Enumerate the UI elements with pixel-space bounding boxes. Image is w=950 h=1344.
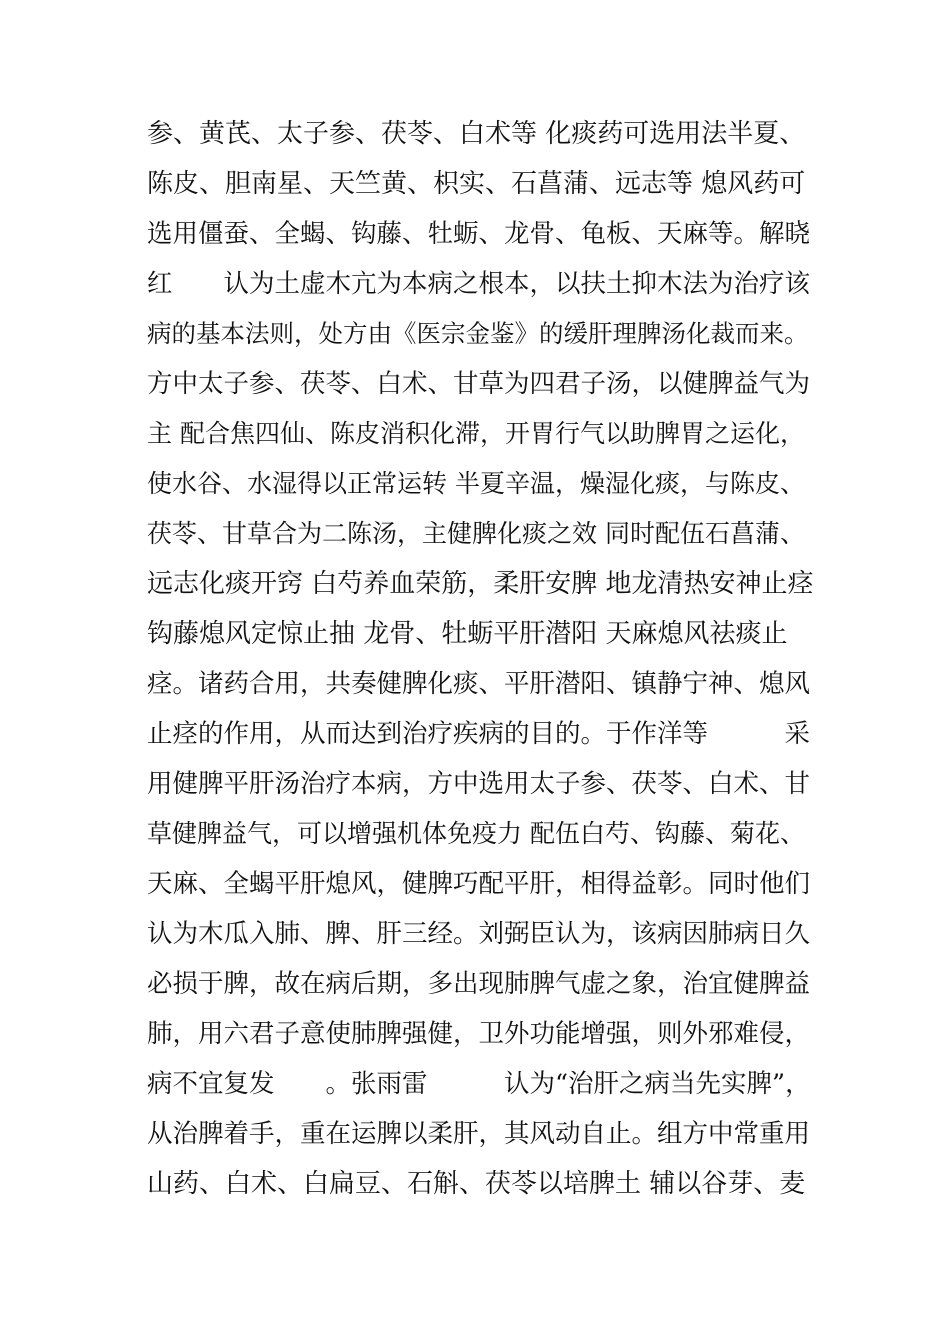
text-line: 钩藤熄风定惊止抽 龙骨、牡蛎平肝潜阳 天麻熄风祛痰止	[147, 619, 788, 649]
text-line: 主 配合焦四仙、陈皮消积化滞，开胃行气以助脾胃之运化，	[147, 419, 805, 448]
text-line: 草健脾益气，可以增强机体免疫力 配伍白芍、钩藤、菊花、	[147, 819, 805, 848]
text-line: 必损于脾，故在病后期，多出现肺脾气虚之象，治宜健脾益	[147, 969, 811, 999]
text-line: 红 认为土虚木亢为本病之根本，以扶土抑木法为治疗该	[147, 269, 811, 299]
text-line: 远志化痰开窍 白芍养血荣筋，柔肝安脾 地龙清热安神止痉	[147, 569, 814, 599]
text-line: 天麻、全蝎平肝熄风，健脾巧配平肝，相得益彰。同时他们	[147, 869, 811, 899]
text-line: 病不宜复发 。张雨雷 认为“治肝之病当先实脾”，	[147, 1069, 811, 1099]
text-line: 从治脾着手，重在运脾以柔肝，其风动自止。组方中常重用	[147, 1119, 811, 1149]
text-line: 止痉的作用，从而达到治疗疾病的目的。于作洋等 采	[147, 719, 811, 749]
text-line: 认为木瓜入肺、脾、肝三经。刘弼臣认为，该病因肺病日久	[147, 919, 811, 949]
text-line: 肺，用六君子意使肺脾强健，卫外功能增强，则外邪难侵，	[147, 1019, 811, 1049]
text-line: 痉。诸药合用，共奏健脾化痰、平肝潜阳、镇静宁神、熄风	[147, 669, 811, 699]
text-line: 使水谷、水湿得以正常运转 半夏辛温，燥湿化痰，与陈皮、	[147, 469, 805, 498]
text-line: 陈皮、胆南星、天竺黄、枳实、石菖蒲、远志等 熄风药可	[147, 169, 806, 199]
text-line: 病的基本法则，处方由《医宗金鉴》的缓肝理脾汤化裁而来。	[147, 319, 809, 348]
text-line: 参、黄芪、太子参、茯苓、白术等 化痰药可选用法半夏、	[147, 119, 806, 149]
text-line: 茯苓、甘草合为二陈汤，主健脾化痰之效 同时配伍石菖蒲、	[147, 519, 805, 548]
text-line: 山药、白术、白扁豆、石斛、茯苓以培脾土 辅以谷芽、麦	[147, 1169, 806, 1199]
text-line: 选用僵蚕、全蝎、钩藤、牡蛎、龙骨、龟板、天麻等。解晓	[147, 219, 811, 249]
text-line: 方中太子参、茯苓、白术、甘草为四君子汤，以健脾益气为	[147, 369, 811, 399]
text-line: 用健脾平肝汤治疗本病，方中选用太子参、茯苓、白术、甘	[147, 769, 811, 799]
